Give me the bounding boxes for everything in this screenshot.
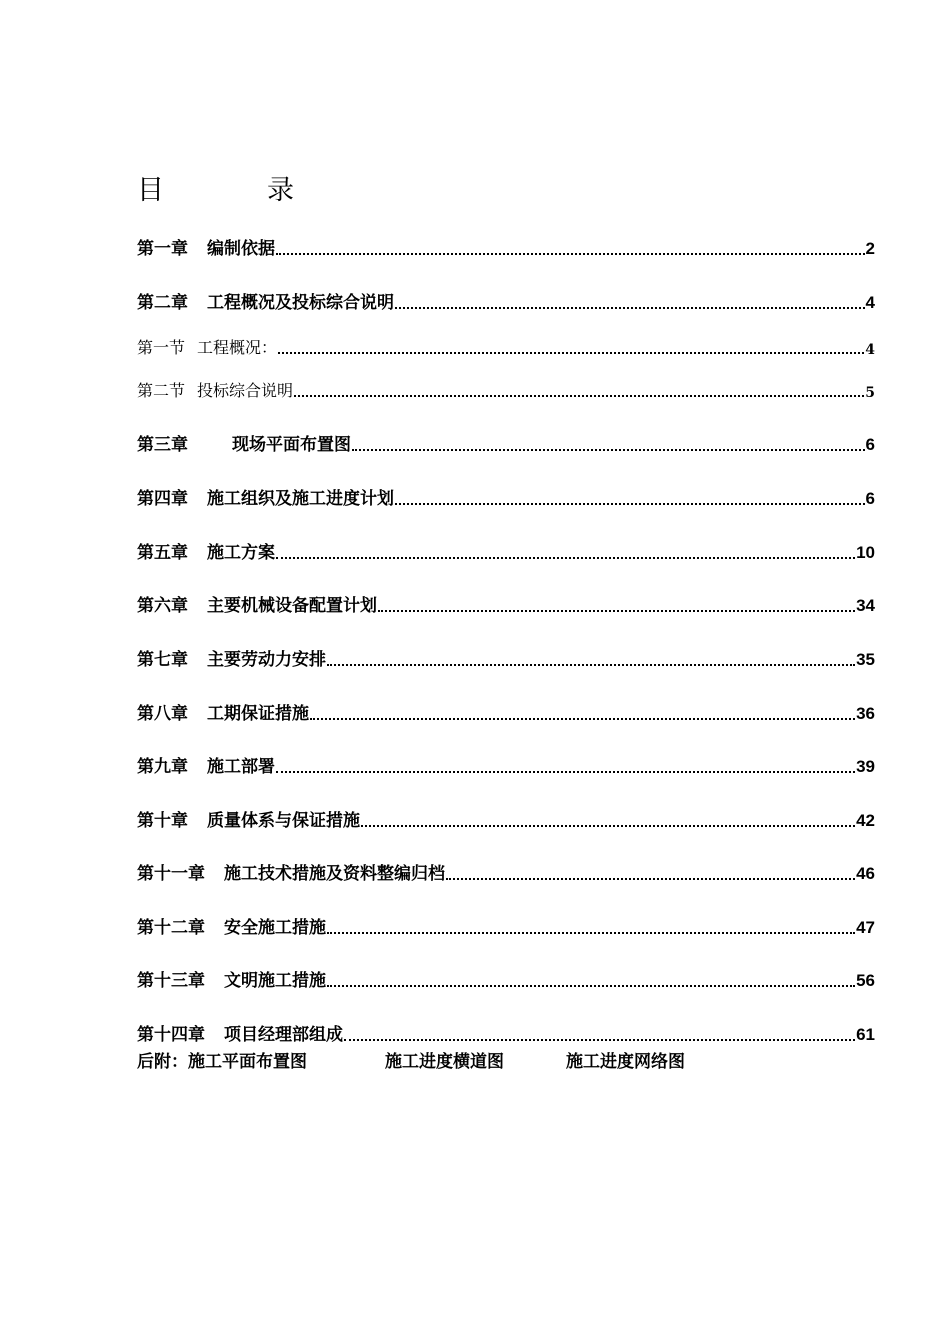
toc-entry-label: 质量体系与保证措施 (207, 811, 360, 831)
toc-entry-section-2[interactable] (137, 377, 875, 401)
dot-leader (327, 973, 855, 987)
toc-entry-number: 第九章 (137, 757, 188, 777)
dot-leader (294, 383, 864, 397)
toc-entry-page: 4 (865, 342, 875, 358)
toc-entry-number: 第二章 (137, 293, 188, 313)
toc-entry-number: 第八章 (137, 704, 188, 724)
toc-entry-number: 第七章 (137, 650, 188, 670)
dot-leader (395, 491, 865, 505)
toc-entry-number: 第十三章 (137, 971, 205, 991)
toc-entry-number: 第一节 (137, 338, 186, 357)
toc-entry-page: 34 (856, 596, 875, 615)
dot-leader (378, 598, 855, 612)
dot-leader (310, 706, 855, 720)
toc-entry-page: 42 (856, 811, 875, 830)
toc-entry-number: 第三章 (137, 435, 188, 455)
toc-entry-label: 主要机械设备配置计划 (207, 596, 377, 616)
toc-entry-chapter-14[interactable] (137, 1021, 875, 1045)
toc-entry-number: 第五章 (137, 543, 188, 563)
toc-entry-chapter-1[interactable] (137, 235, 875, 259)
toc-entry-chapter-10[interactable] (137, 807, 875, 831)
toc-entry-label: 工期保证措施 (207, 704, 309, 724)
dot-leader (276, 241, 865, 255)
toc-entry-label: 工程概况及投标综合说明 (207, 293, 394, 313)
toc-entry-section-1[interactable] (137, 334, 875, 358)
toc-entry-page: 35 (856, 650, 875, 669)
toc-entry-label: 投标综合说明 (197, 381, 294, 400)
appendix-item-site-plan: 后附：施工平面布置图 (137, 1052, 307, 1072)
dot-leader (327, 920, 855, 934)
toc-entry-page: 36 (856, 704, 875, 723)
appendix-line (137, 1047, 857, 1073)
dot-leader (344, 1027, 855, 1041)
dot-leader (352, 437, 865, 451)
toc-heading-char-2: 录 (267, 175, 294, 206)
toc-entry-label: 文明施工措施 (224, 971, 326, 991)
dot-leader (327, 652, 855, 666)
toc-entry-label: 施工方案 (207, 543, 275, 563)
toc-entry-number: 第十二章 (137, 918, 205, 938)
toc-entry-page: 61 (856, 1025, 875, 1044)
dot-leader (446, 866, 855, 880)
toc-entry-chapter-5[interactable] (137, 539, 875, 563)
toc-entry-page: 5 (865, 385, 875, 401)
toc-entry-page: 56 (856, 971, 875, 990)
toc-entry-chapter-11[interactable] (137, 860, 875, 884)
toc-entry-page: 6 (865, 489, 875, 508)
toc-entry-label: 项目经理部组成 (224, 1025, 343, 1045)
toc-entry-chapter-9[interactable] (137, 753, 875, 777)
toc-entry-label: 编制依据 (207, 239, 275, 259)
toc-entry-page: 39 (856, 757, 875, 776)
dot-leader (276, 759, 855, 773)
appendix-item-network: 施工进度网络图 (566, 1052, 685, 1072)
dot-leader (395, 295, 865, 309)
dot-leader (361, 813, 855, 827)
toc-entry-page: 46 (856, 864, 875, 883)
toc-entry-number: 第二节 (137, 381, 186, 400)
dot-leader (276, 545, 855, 559)
dot-leader (278, 340, 864, 354)
appendix-item-gantt: 施工进度横道图 (385, 1052, 504, 1072)
toc-entry-chapter-4[interactable] (137, 485, 875, 509)
toc-entry-page: 2 (865, 239, 875, 258)
toc-entry-chapter-7[interactable] (137, 646, 875, 670)
toc-entry-number: 第四章 (137, 489, 188, 509)
toc-entry-label: 安全施工措施 (224, 918, 326, 938)
toc-entry-page: 6 (865, 435, 875, 454)
toc-entry-chapter-2[interactable] (137, 289, 875, 313)
toc-heading (137, 168, 307, 204)
toc-entry-chapter-12[interactable] (137, 914, 875, 938)
toc-entry-number: 第六章 (137, 596, 188, 616)
toc-entry-label: 工程概况： (197, 338, 278, 357)
toc-entry-page: 10 (856, 543, 875, 562)
toc-entry-page: 47 (856, 918, 875, 937)
toc-entry-number: 第十四章 (137, 1025, 205, 1045)
toc-entry-number: 第十章 (137, 811, 188, 831)
toc-entry-chapter-6[interactable] (137, 592, 875, 616)
toc-heading-char-1: 目 (137, 175, 164, 206)
toc-entry-label: 主要劳动力安排 (207, 650, 326, 670)
toc-entry-chapter-8[interactable] (137, 700, 875, 724)
toc-entry-chapter-3[interactable] (137, 431, 875, 455)
toc-entry-number: 第一章 (137, 239, 188, 259)
toc-entry-label: 现场平面布置图 (232, 435, 351, 455)
toc-entry-label: 施工组织及施工进度计划 (207, 489, 394, 509)
toc-entry-label: 施工技术措施及资料整编归档 (224, 864, 445, 884)
toc-entry-label: 施工部署 (207, 757, 275, 777)
toc-entry-chapter-13[interactable] (137, 967, 875, 991)
toc-entry-number: 第十一章 (137, 864, 205, 884)
toc-entry-page: 4 (865, 293, 875, 312)
